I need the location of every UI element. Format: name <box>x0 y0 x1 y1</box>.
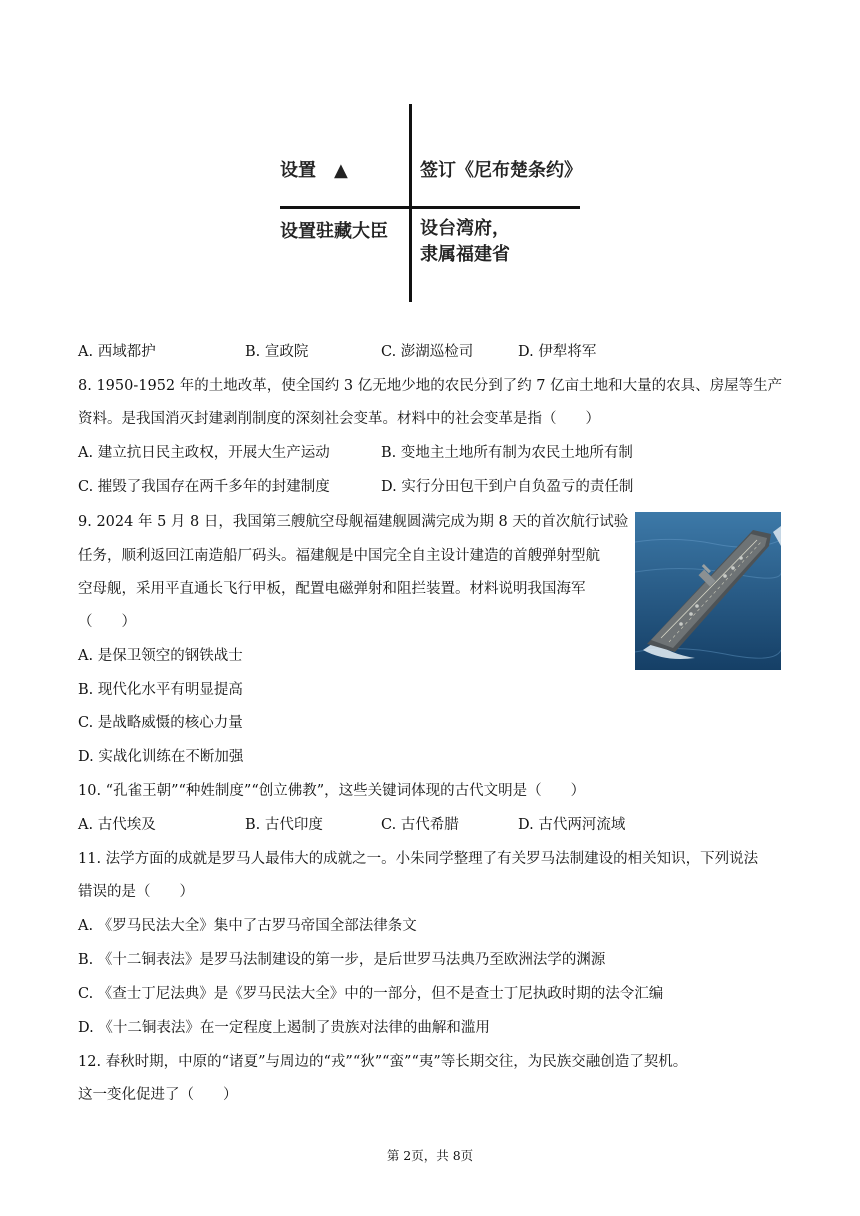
q8-option-b: B. 变地主土地所有制为农民土地所有制 <box>381 445 633 461</box>
q9-stem-line3: 空母舰，采用平直通长飞行甲板，配置电磁弹射和阻拦装置。材料说明我国海军 <box>78 581 586 597</box>
q11-option-a: A. 《罗马民法大全》集中了古罗马帝国全部法律条文 <box>78 918 417 934</box>
q11-option-b: B. 《十二铜表法》是罗马法制建设的第一步，是后世罗马法典乃至欧洲法学的渊源 <box>78 952 606 968</box>
q9-option-a: A. 是保卫领空的钢铁战士 <box>78 648 243 664</box>
q8-option-a: A. 建立抗日民主政权，开展大生产运动 <box>78 445 330 461</box>
q8-stem-line1: 8. 1950-1952 年的土地改革，使全国约 3 亿无地少地的农民分到了约 7 亿亩土地和大量的农具、房屋等生产 <box>78 378 783 394</box>
q10-stem: 10. “孔雀王朝”“种姓制度”“创立佛教”，这些关键词体现的古代文明是（ ） <box>78 783 586 799</box>
q9-option-d: D. 实战化训练在不断加强 <box>78 749 244 765</box>
aircraft-carrier-image <box>635 512 781 670</box>
diagram-label-bottom-right-line1: 设台湾府， <box>420 218 510 239</box>
q9-stem-line4: （ ） <box>78 614 136 630</box>
q12-stem-line1: 12. 春秋时期，中原的“诸夏”与周边的“戎”“狄”“蛮”“夷”等长期交往，为民族交融创造了契机。 <box>78 1054 688 1070</box>
diagram-label-bottom-right <box>420 216 510 268</box>
diagram-label-top-right: 签订《尼布楚条约》 <box>420 160 582 181</box>
q11-option-d: D. 《十二铜表法》在一定程度上遏制了贵族对法律的曲解和滥用 <box>78 1020 490 1036</box>
q8-option-c: C. 摧毁了我国存在两千多年的封建制度 <box>78 479 330 495</box>
diagram-label-bottom-left: 设置驻藏大臣 <box>280 221 388 242</box>
q8-option-d: D. 实行分田包干到户自负盈亏的责任制 <box>381 479 634 495</box>
q7-option-b: B. 宣政院 <box>245 344 309 360</box>
diagram-vertical-axis <box>409 104 412 302</box>
q11-option-c: C. 《查士丁尼法典》是《罗马民法大全》中的一部分，但不是查士丁尼执政时期的法令汇编 <box>78 986 664 1002</box>
page-footer: 第 2页，共 8页 <box>386 1148 474 1163</box>
timeline-diagram <box>270 104 590 304</box>
q10-option-b: B. 古代印度 <box>245 817 323 833</box>
q7-option-d: D. 伊犁将军 <box>518 344 597 360</box>
q7-option-c: C. 澎湖巡检司 <box>381 344 474 360</box>
q12-stem-line2: 这一变化促进了（ ） <box>78 1087 238 1103</box>
diagram-label-top-left: 设置 ▲ <box>280 160 348 181</box>
q8-stem-line2: 资料。是我国消灭封建剥削制度的深刻社会变革。材料中的社会变革是指（ ） <box>78 411 600 427</box>
q10-option-d: D. 古代两河流域 <box>518 817 626 833</box>
diagram-label-bottom-right-line2: 隶属福建省 <box>420 244 510 265</box>
q9-option-b: B. 现代化水平有明显提高 <box>78 682 243 698</box>
q9-stem-line2: 任务，顺利返回江南造船厂码头。福建舰是中国完全自主设计建造的首艘弹射型航 <box>78 548 600 564</box>
q9-stem-line1: 9. 2024 年 5 月 8 日，我国第三艘航空母舰福建舰圆满完成为期 8 天的首次航行试验 <box>78 514 629 530</box>
q11-stem-line2: 错误的是（ ） <box>78 884 194 900</box>
q9-option-c: C. 是战略威慑的核心力量 <box>78 715 243 731</box>
q10-option-a: A. 古代埃及 <box>78 817 156 833</box>
q7-option-a: A. 西域都护 <box>78 344 156 360</box>
q11-stem-line1: 11. 法学方面的成就是罗马人最伟大的成就之一。小朱同学整理了有关罗马法制建设的相关知识，下列说法 <box>78 851 759 867</box>
q10-option-c: C. 古代希腊 <box>381 817 459 833</box>
diagram-horizontal-axis <box>280 206 580 209</box>
